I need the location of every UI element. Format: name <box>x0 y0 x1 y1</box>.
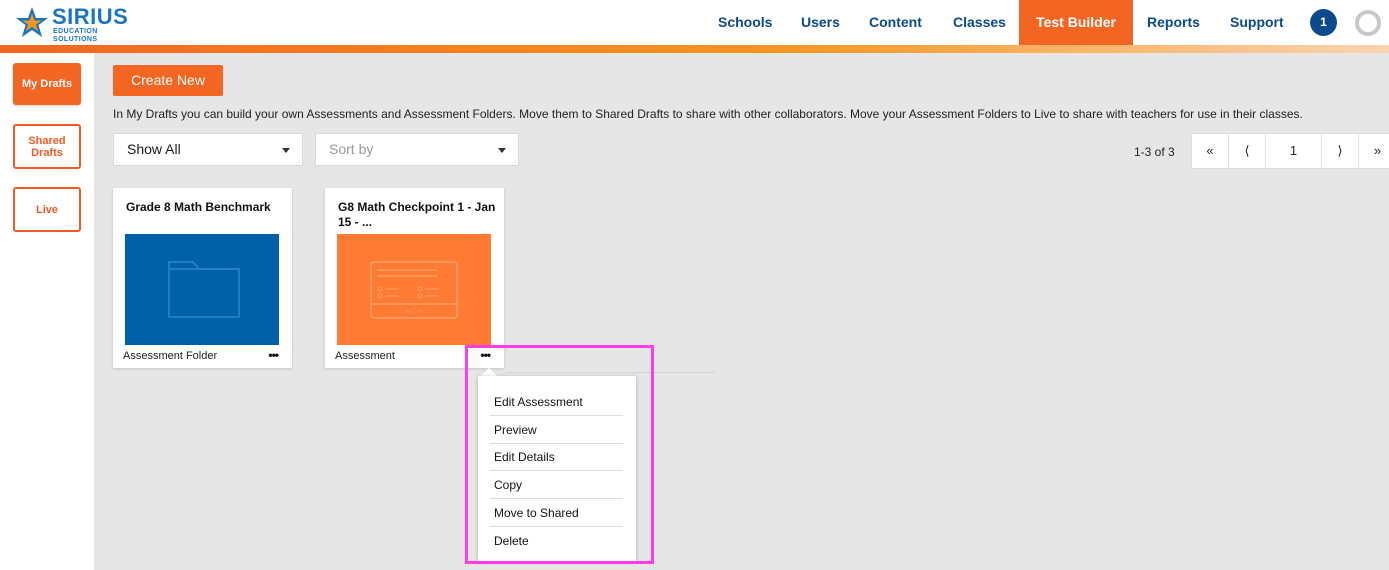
sidebar-item-shared-drafts[interactable] <box>13 124 81 169</box>
menu-item-edit-assessment[interactable]: Edit Assessment <box>490 388 623 416</box>
prev-page-button[interactable]: ⟨ <box>1229 134 1266 168</box>
brand-name: SIRIUS <box>52 4 129 29</box>
pagination <box>1191 133 1389 169</box>
star-logo-icon <box>14 5 50 41</box>
current-page-button[interactable]: 1 <box>1266 134 1322 168</box>
card-type-label: Assessment Folder <box>123 350 218 362</box>
sidebar-item-live[interactable] <box>13 187 81 232</box>
more-options-icon[interactable]: ••• <box>268 348 278 362</box>
header-accent-stripe <box>0 45 1389 53</box>
card-context-menu <box>478 376 636 561</box>
page-description: In My Drafts you can build your own Assessments and Assessment Folders. Move them to Shared Drafts to share with other collaborators. Move your Assessment Folders to Live to share with teachers for use in their classes. <box>113 107 1303 121</box>
menu-item-move-to-shared[interactable]: Move to Shared <box>490 499 623 527</box>
nav-schools[interactable]: Schools <box>718 14 773 30</box>
sidebar <box>0 53 94 570</box>
menu-item-edit-details[interactable]: Edit Details <box>490 443 623 471</box>
chevron-down-icon <box>498 148 506 153</box>
brand-logo[interactable] <box>14 5 134 41</box>
pagination-summary: 1-3 of 3 <box>1134 145 1175 159</box>
card-title: Grade 8 Math Benchmark <box>126 200 271 214</box>
assessment-form-icon <box>337 234 491 345</box>
divider <box>505 372 715 373</box>
user-avatar-icon[interactable] <box>1355 10 1381 36</box>
notification-badge[interactable]: 1 <box>1310 9 1337 36</box>
assessment-folder-card[interactable] <box>113 188 292 368</box>
more-options-icon[interactable]: ••• <box>480 348 490 362</box>
last-page-button[interactable]: » <box>1373 143 1382 158</box>
next-page-button[interactable]: ⟩ <box>1322 134 1359 168</box>
nav-reports[interactable]: Reports <box>1147 14 1200 30</box>
sort-placeholder: Sort by <box>329 141 374 157</box>
nav-content[interactable]: Content <box>869 14 922 30</box>
menu-item-delete[interactable]: Delete <box>494 534 529 548</box>
first-page-button[interactable]: « <box>1192 134 1229 168</box>
card-thumbnail[interactable] <box>125 234 279 345</box>
sort-select[interactable] <box>315 133 519 166</box>
sidebar-item-my-drafts[interactable] <box>13 63 81 105</box>
card-thumbnail[interactable] <box>337 234 491 345</box>
nav-classes[interactable]: Classes <box>953 14 1006 30</box>
filter-select[interactable] <box>113 133 303 166</box>
card-type-label: Assessment <box>335 350 395 362</box>
sidebar-item-label: Live <box>35 203 58 216</box>
sidebar-item-label: My Drafts <box>21 78 73 90</box>
filter-value: Show All <box>127 141 181 157</box>
nav-test-builder[interactable]: Test Builder <box>1019 0 1133 45</box>
card-title: G8 Math Checkpoint 1 - Jan 15 - ... <box>338 200 496 229</box>
sidebar-item-label: Shared Drafts <box>28 134 66 159</box>
assessment-card[interactable] <box>325 188 504 368</box>
menu-item-preview[interactable]: Preview <box>490 416 623 444</box>
nav-users[interactable]: Users <box>801 14 840 30</box>
chevron-down-icon <box>282 148 290 153</box>
menu-item-copy[interactable]: Copy <box>490 471 623 499</box>
top-header <box>0 0 1389 45</box>
folder-icon <box>125 234 279 345</box>
svg-text:<○>: <○> <box>405 307 423 315</box>
create-new-button[interactable]: Create New <box>113 65 223 96</box>
brand-tagline: EDUCATION SOLUTIONS <box>53 28 98 43</box>
nav-support[interactable]: Support <box>1230 14 1284 30</box>
